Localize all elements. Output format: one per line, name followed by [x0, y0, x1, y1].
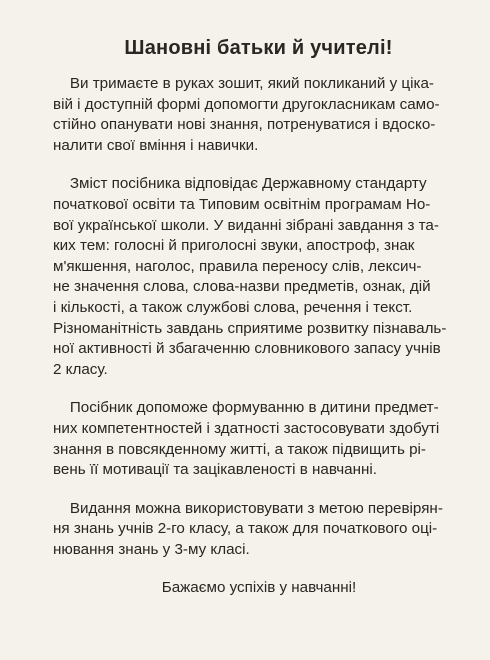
text-line: Ви тримаєте в руках зошит, який покликаний у ціка-	[53, 75, 434, 92]
text-line: і кількості, а також службові слова, речення і текст.	[53, 298, 413, 316]
paragraph-2	[53, 174, 450, 380]
text-line: м'якшення, наголос, правила переносу слів, лексич-	[53, 257, 422, 275]
text-line: нювання знань у 3-му класі.	[53, 540, 250, 558]
text-line: ної активності й збагаченню словникового запасу учнів	[53, 340, 441, 358]
paragraph-4	[53, 499, 450, 561]
text-line: ких тем: голосні й приголосні звуки, апостроф, знак	[53, 237, 415, 255]
text-line: них компетентностей і здатності застосовувати здобуті	[53, 419, 440, 437]
paragraph-3	[53, 398, 450, 480]
text-line: Посібник допоможе формуванню в дитини предмет-	[53, 399, 439, 417]
text-line: стійно опанувати нові знання, потренуватися і вдоско-	[53, 116, 436, 134]
text-line: Зміст посібника відповідає Державному стандарту	[53, 175, 427, 193]
text-line: вої української школи. У виданні зібрані завдання з та-	[53, 216, 439, 234]
text-line: вій і доступній формі допомогти другокласникам само-	[53, 95, 440, 113]
text-line: ня знань учнів 2-го класу, а також для початкового оці-	[53, 520, 438, 538]
text-line: налити свої вміння і навички.	[53, 136, 259, 154]
text-line: 2 класу.	[53, 360, 108, 378]
text-line: Різноманітність завдань сприятиме розвитку пізнаваль-	[53, 319, 447, 337]
closing-wish: Бажаємо успіхів у навчанні!	[161, 579, 357, 597]
text-line: не значення слова, слова-назви предметів, ознак, дій	[53, 278, 431, 296]
text-line: вень її мотивації та зацікавленості в навчанні.	[53, 461, 377, 479]
text-line: знання в повсякденному житті, а також підвищить рі-	[53, 440, 426, 458]
body-text	[53, 74, 450, 599]
page-title: Шановні батьки й учителі!	[124, 37, 393, 59]
text-line: Видання можна використовувати з метою перевірян-	[53, 499, 443, 517]
text-line: початкової освіти та Типовим освітнім програмам Но-	[53, 195, 431, 213]
paragraph-1	[53, 74, 450, 156]
